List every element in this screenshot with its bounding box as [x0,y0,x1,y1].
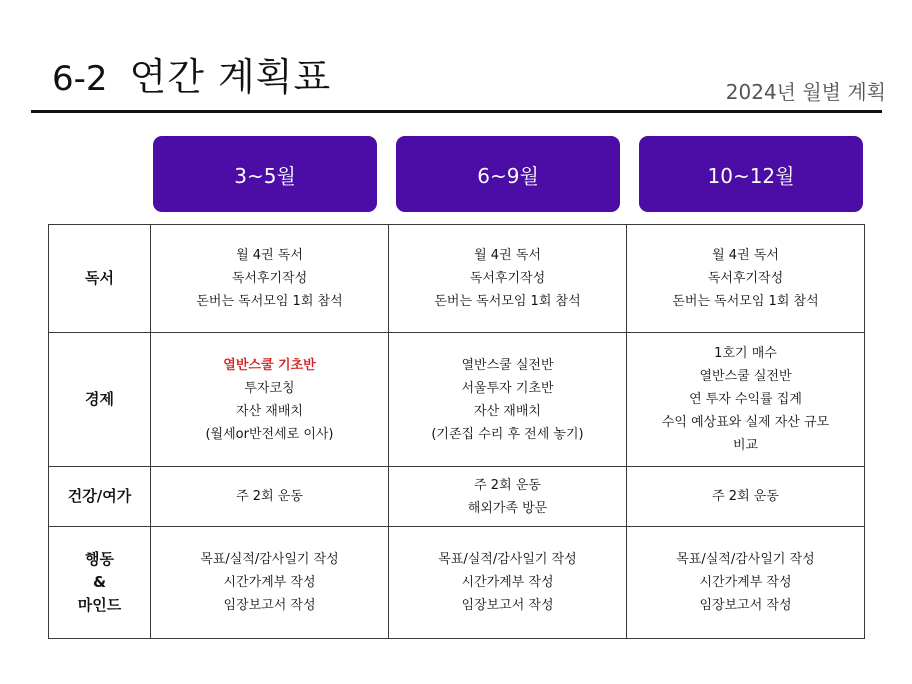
plan-item: 목표/실적/감사일기 작성 [438,552,577,567]
plan-item: 비교 [732,438,759,453]
plan-cell [151,467,389,527]
plan-item: 월 4권 독서 [712,248,779,263]
plan-item: 돈버는 독서모임 1회 참석 [196,294,343,309]
category-cell [49,225,151,333]
period-header-mar-may: 3~5월 [153,136,377,212]
section-number: 6-2 [52,59,108,99]
plan-cell [389,333,627,467]
plan-item: 돈버는 독서모임 1회 참석 [672,294,819,309]
plan-item: 월 4권 독서 [474,248,541,263]
category-label: 마인드 [77,596,122,614]
category-label: & [92,573,107,591]
plan-item: 주 2회 운동 [236,489,303,504]
plan-item: 열반스쿨 실전반 [699,369,792,384]
table-row-health [49,467,865,527]
plan-item: 자산 재배치 [474,403,541,419]
plan-item: 투자코칭 [244,380,295,396]
page-title [52,46,331,101]
table-row-economy [49,333,865,467]
plan-item: 임장보고서 작성 [223,598,316,613]
plan-item: (월세or반전세로 이사) [205,426,334,442]
plan-item: 독서후기작성 [469,271,546,286]
plan-item: 돈버는 독서모임 1회 참석 [434,294,581,309]
plan-item: 열반스쿨 실전반 [461,357,554,373]
plan-item: 자산 재배치 [236,403,303,419]
category-label: 경제 [85,390,114,408]
plan-item: 임장보고서 작성 [699,598,792,613]
plan-item: 시간가계부 작성 [461,575,554,590]
plan-cell [151,527,389,639]
table-row-reading [49,225,865,333]
plan-cell [151,333,389,467]
plan-item: 목표/실적/감사일기 작성 [200,552,339,567]
table-row-mindset [49,527,865,639]
title-divider [31,110,882,113]
category-cell [49,467,151,527]
annual-plan-table [48,224,865,639]
plan-item: 서울투자 기초반 [461,380,554,396]
plan-item: 독서후기작성 [707,271,784,286]
category-cell [49,333,151,467]
plan-item: 주 2회 운동 [474,477,541,493]
period-header-jun-sep: 6~9월 [396,136,620,212]
category-cell [49,527,151,639]
plan-item: 해외가족 방문 [467,500,548,516]
plan-cell [627,333,865,467]
plan-cell [627,225,865,333]
plan-item: 1호기 매수 [714,346,777,361]
category-label: 독서 [85,269,114,287]
category-label: 행동 [85,550,114,568]
plan-cell [389,225,627,333]
plan-cell [389,527,627,639]
plan-item: 연 투자 수익률 집계 [689,392,802,407]
plan-item: 임장보고서 작성 [461,598,554,613]
title-text: 연간 계획표 [129,55,332,99]
plan-cell [627,527,865,639]
plan-item: 월 4권 독서 [236,248,303,263]
plan-item: 목표/실적/감사일기 작성 [676,552,815,567]
plan-cell [627,467,865,527]
page-subtitle: 2024년 월별 계획 [725,80,886,104]
plan-item: 수익 예상표와 실제 자산 규모 [661,415,830,430]
plan-item: 독서후기작성 [231,271,308,286]
plan-item: (기존집 수리 후 전세 놓기) [431,426,584,442]
plan-cell [389,467,627,527]
plan-item: 주 2회 운동 [712,489,779,504]
plan-cell [151,225,389,333]
period-header-oct-dec: 10~12월 [639,136,863,212]
plan-item: 시간가계부 작성 [699,575,792,590]
category-label: 건강/여가 [67,487,132,505]
plan-item: 시간가계부 작성 [223,575,316,590]
plan-item-highlight: 열반스쿨 기초반 [223,357,316,373]
